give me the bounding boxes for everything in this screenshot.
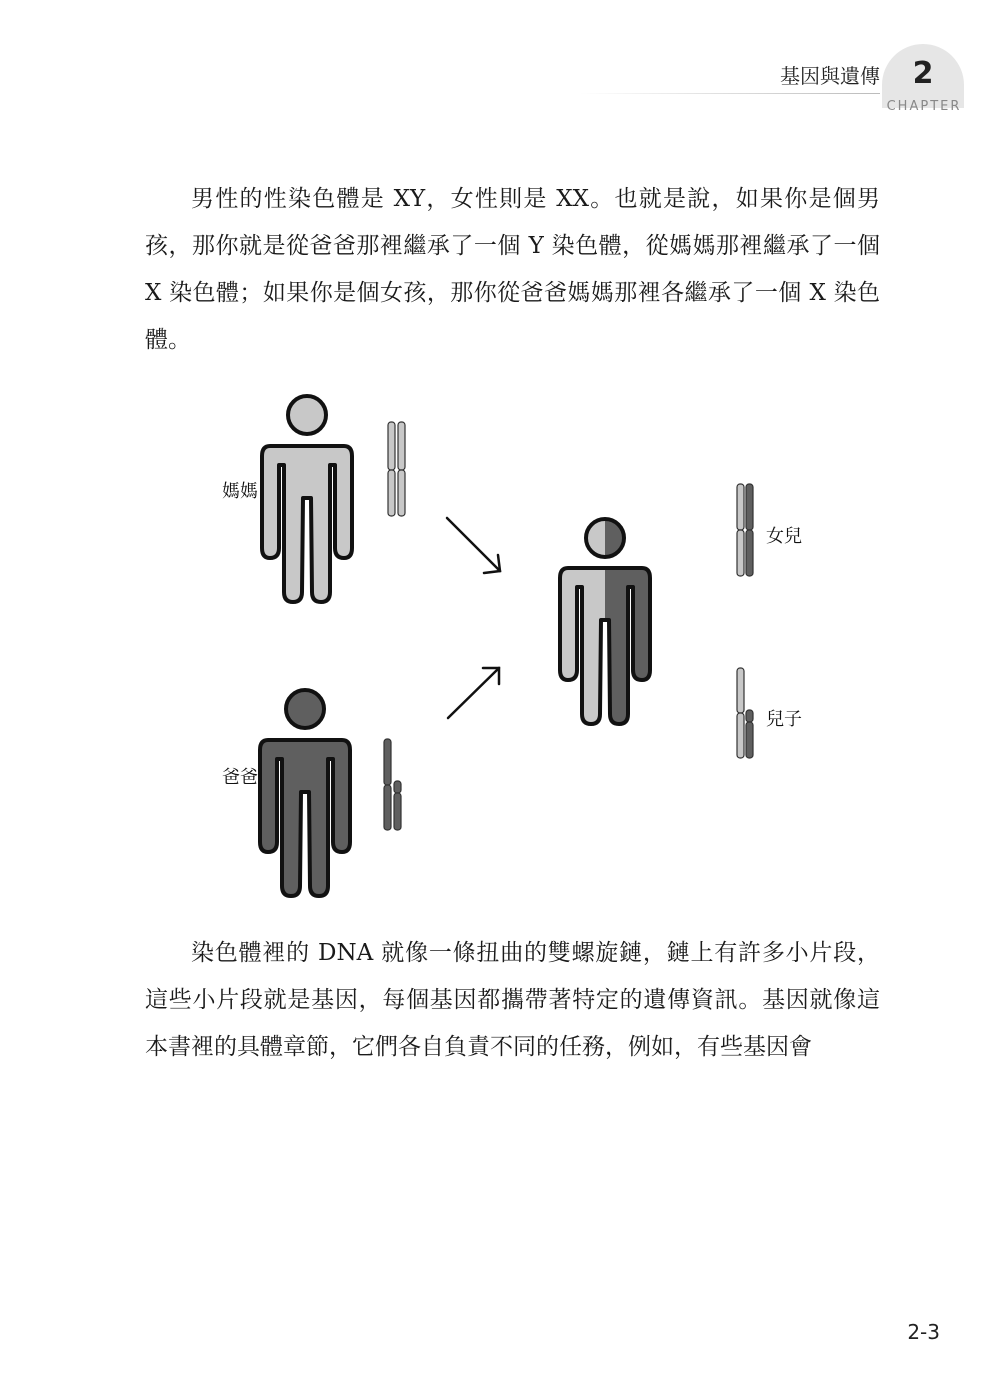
- label-daughter: 女兒: [766, 526, 802, 547]
- daughter-chromosomes: [737, 484, 753, 576]
- mother-x-chromosomes: [388, 422, 405, 516]
- label-mother: 媽媽: [222, 481, 258, 502]
- chapter-word: CHAPTER: [886, 99, 962, 114]
- father-figure: [260, 690, 350, 896]
- mother-figure: [262, 396, 352, 602]
- arrow-father-to-child: [448, 668, 499, 718]
- child-figure: [560, 519, 650, 724]
- label-father: 爸爸: [222, 767, 258, 788]
- running-header-title: 基因與遺傳: [780, 64, 880, 88]
- father-xy-chromosomes: [384, 739, 401, 830]
- son-chromosomes: [737, 668, 753, 758]
- paragraph-sex-chromosomes: 男性的性染色體是 XY，女性則是 XX。也就是說，如果你是個男孩，那你就是從爸爸那裡繼承了一個 Y 染色體，從媽媽那裡繼承了一個 X 染色體；如果你是個女孩，那你從爸爸媽媽那裡各繼承了一個 X 染色體。: [145, 186, 880, 353]
- label-son: 兒子: [766, 709, 802, 730]
- paragraph-dna-genes: 染色體裡的 DNA 就像一條扭曲的雙螺旋鏈，鏈上有許多小片段，這些小片段就是基因，每個基因都攜帶著特定的遺傳資訊。基因就像這本書裡的具體章節，它們各自負責不同的任務，例如，有些基因會: [145, 940, 880, 1060]
- arrow-mother-to-child: [447, 518, 500, 573]
- chapter-number: 2: [912, 56, 934, 91]
- page-number: 2-3: [907, 1320, 940, 1344]
